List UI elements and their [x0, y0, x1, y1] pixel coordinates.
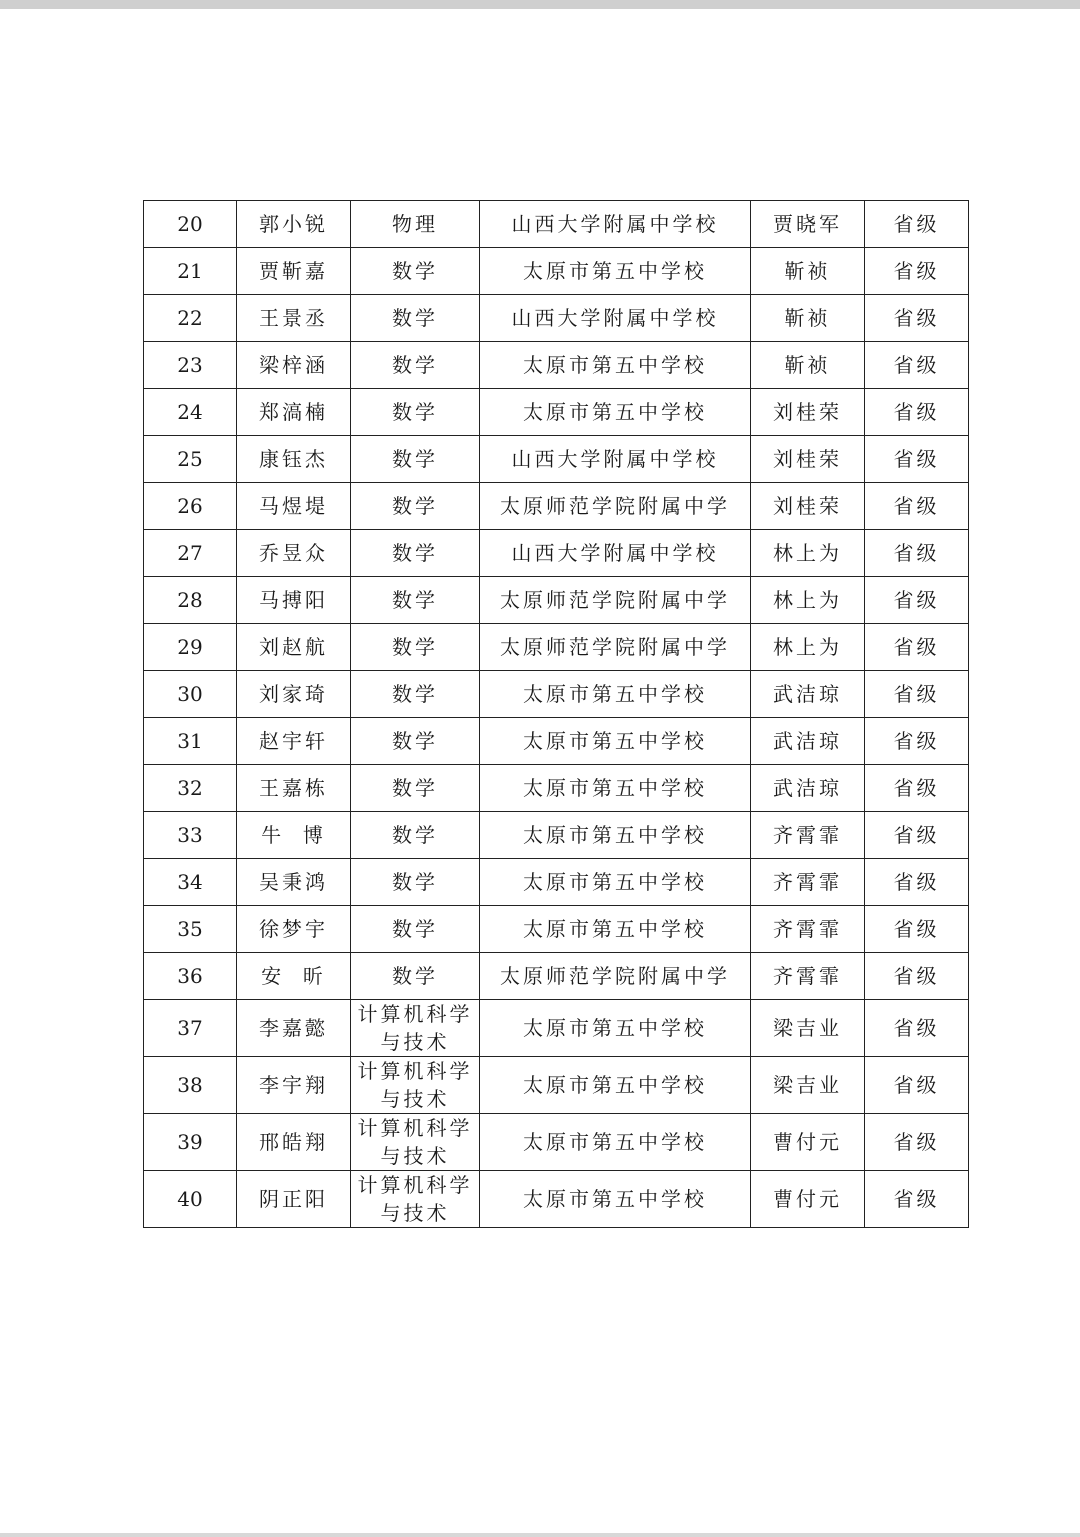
- table-row: [144, 812, 969, 859]
- student-name: 徐梦宇: [237, 906, 351, 953]
- top-edge-strip: [0, 0, 1080, 9]
- row-number: 31: [144, 718, 237, 765]
- row-number: 32: [144, 765, 237, 812]
- teacher-name: 贾晓军: [751, 201, 865, 248]
- award-level: 省级: [865, 906, 969, 953]
- student-name: 康钰杰: [237, 436, 351, 483]
- award-level: 省级: [865, 1057, 969, 1114]
- subject-text: 与技术: [380, 1144, 450, 1168]
- award-roster-table: [143, 200, 969, 1228]
- subject-cell: [351, 201, 480, 248]
- award-level: 省级: [865, 577, 969, 624]
- table-row: [144, 342, 969, 389]
- row-number: 28: [144, 577, 237, 624]
- table-row: [144, 624, 969, 671]
- subject-cell: [351, 624, 480, 671]
- row-number: 36: [144, 953, 237, 1000]
- teacher-name: 刘桂荣: [751, 436, 865, 483]
- subject-text: 数学: [392, 400, 438, 424]
- school-name: 太原市第五中学校: [480, 812, 751, 859]
- student-name: 郭小锐: [237, 201, 351, 248]
- table-row: [144, 295, 969, 342]
- subject-text: 数学: [392, 776, 438, 800]
- row-number: 30: [144, 671, 237, 718]
- row-number: 26: [144, 483, 237, 530]
- teacher-name: 武洁琼: [751, 765, 865, 812]
- school-name: 太原市第五中学校: [480, 1171, 751, 1228]
- subject-text: 数学: [392, 964, 438, 988]
- student-name: 赵宇轩: [237, 718, 351, 765]
- roster-body: [144, 201, 969, 1228]
- student-name: 刘赵航: [237, 624, 351, 671]
- row-number: 27: [144, 530, 237, 577]
- award-level: 省级: [865, 201, 969, 248]
- table-row: [144, 530, 969, 577]
- subject-text: 与技术: [380, 1201, 450, 1225]
- school-name: 太原市第五中学校: [480, 718, 751, 765]
- subject-cell: [351, 436, 480, 483]
- award-level: 省级: [865, 718, 969, 765]
- student-name: 刘家琦: [237, 671, 351, 718]
- school-name: 太原市第五中学校: [480, 906, 751, 953]
- school-name: 太原市第五中学校: [480, 389, 751, 436]
- teacher-name: 梁吉业: [751, 1000, 865, 1057]
- school-name: 太原市第五中学校: [480, 765, 751, 812]
- table-row: [144, 859, 969, 906]
- school-name: 太原市第五中学校: [480, 1000, 751, 1057]
- school-name: 太原师范学院附属中学: [480, 577, 751, 624]
- student-name: 邢皓翔: [237, 1114, 351, 1171]
- school-name: 太原市第五中学校: [480, 1057, 751, 1114]
- student-name: 马煜堤: [237, 483, 351, 530]
- teacher-name: 梁吉业: [751, 1057, 865, 1114]
- row-number: 34: [144, 859, 237, 906]
- award-level: 省级: [865, 859, 969, 906]
- table-row: [144, 483, 969, 530]
- teacher-name: 林上为: [751, 577, 865, 624]
- row-number: 29: [144, 624, 237, 671]
- student-name: 王景丞: [237, 295, 351, 342]
- subject-text: 数学: [392, 306, 438, 330]
- subject-text: 计算机科学: [357, 1002, 473, 1026]
- subject-cell: [351, 765, 480, 812]
- table-row: [144, 1057, 969, 1114]
- student-name: 梁梓涵: [237, 342, 351, 389]
- row-number: 20: [144, 201, 237, 248]
- award-level: 省级: [865, 342, 969, 389]
- subject-cell: [351, 1114, 480, 1171]
- subject-text: 与技术: [380, 1087, 450, 1111]
- student-name: 阴正阳: [237, 1171, 351, 1228]
- subject-text: 数学: [392, 541, 438, 565]
- subject-text: 数学: [392, 635, 438, 659]
- teacher-name: 靳祯: [751, 295, 865, 342]
- school-name: 太原市第五中学校: [480, 859, 751, 906]
- award-level: 省级: [865, 1171, 969, 1228]
- award-level: 省级: [865, 389, 969, 436]
- table-row: [144, 1114, 969, 1171]
- subject-cell: [351, 248, 480, 295]
- row-number: 22: [144, 295, 237, 342]
- teacher-name: 靳祯: [751, 248, 865, 295]
- school-name: 太原师范学院附属中学: [480, 624, 751, 671]
- teacher-name: 林上为: [751, 530, 865, 577]
- student-name: 马搏阳: [237, 577, 351, 624]
- student-name: 李宇翔: [237, 1057, 351, 1114]
- award-level: 省级: [865, 953, 969, 1000]
- bottom-edge-strip: [0, 1533, 1080, 1537]
- subject-cell: [351, 953, 480, 1000]
- subject-cell: [351, 859, 480, 906]
- subject-text: 计算机科学: [357, 1059, 473, 1083]
- row-number: 37: [144, 1000, 237, 1057]
- student-name: 李嘉懿: [237, 1000, 351, 1057]
- subject-text: 数学: [392, 588, 438, 612]
- subject-text: 数学: [392, 870, 438, 894]
- school-name: 太原市第五中学校: [480, 342, 751, 389]
- teacher-name: 靳祯: [751, 342, 865, 389]
- school-name: 太原师范学院附属中学: [480, 483, 751, 530]
- row-number: 25: [144, 436, 237, 483]
- table-row: [144, 1171, 969, 1228]
- table-row: [144, 201, 969, 248]
- subject-cell: [351, 812, 480, 859]
- teacher-name: 齐霄霏: [751, 812, 865, 859]
- table-row: [144, 389, 969, 436]
- school-name: 山西大学附属中学校: [480, 436, 751, 483]
- school-name: 山西大学附属中学校: [480, 530, 751, 577]
- row-number: 21: [144, 248, 237, 295]
- table-row: [144, 906, 969, 953]
- award-level: 省级: [865, 812, 969, 859]
- school-name: 太原市第五中学校: [480, 671, 751, 718]
- award-level: 省级: [865, 483, 969, 530]
- subject-cell: [351, 389, 480, 436]
- subject-cell: [351, 342, 480, 389]
- student-name: 贾靳嘉: [237, 248, 351, 295]
- subject-cell: [351, 577, 480, 624]
- row-number: 33: [144, 812, 237, 859]
- table-row: [144, 765, 969, 812]
- subject-cell: [351, 718, 480, 765]
- row-number: 39: [144, 1114, 237, 1171]
- teacher-name: 林上为: [751, 624, 865, 671]
- award-level: 省级: [865, 765, 969, 812]
- subject-text: 计算机科学: [357, 1116, 473, 1140]
- subject-text: 数学: [392, 682, 438, 706]
- teacher-name: 曹付元: [751, 1171, 865, 1228]
- row-number: 23: [144, 342, 237, 389]
- award-level: 省级: [865, 1114, 969, 1171]
- subject-text: 数学: [392, 259, 438, 283]
- school-name: 太原市第五中学校: [480, 248, 751, 295]
- table-row: [144, 1000, 969, 1057]
- award-level: 省级: [865, 671, 969, 718]
- subject-cell: [351, 1057, 480, 1114]
- teacher-name: 刘桂荣: [751, 389, 865, 436]
- student-name: 乔昱众: [237, 530, 351, 577]
- award-level: 省级: [865, 295, 969, 342]
- table-row: [144, 577, 969, 624]
- award-level: 省级: [865, 624, 969, 671]
- student-name: 安 昕: [237, 953, 351, 1000]
- school-name: 山西大学附属中学校: [480, 201, 751, 248]
- subject-text: 数学: [392, 494, 438, 518]
- student-name: 郑滈楠: [237, 389, 351, 436]
- subject-text: 数学: [392, 353, 438, 377]
- subject-text: 数学: [392, 917, 438, 941]
- school-name: 山西大学附属中学校: [480, 295, 751, 342]
- subject-cell: [351, 295, 480, 342]
- row-number: 38: [144, 1057, 237, 1114]
- teacher-name: 齐霄霏: [751, 906, 865, 953]
- school-name: 太原市第五中学校: [480, 1114, 751, 1171]
- table-row: [144, 953, 969, 1000]
- table-row: [144, 436, 969, 483]
- row-number: 35: [144, 906, 237, 953]
- award-level: 省级: [865, 248, 969, 295]
- teacher-name: 曹付元: [751, 1114, 865, 1171]
- teacher-name: 齐霄霏: [751, 859, 865, 906]
- subject-cell: [351, 1171, 480, 1228]
- subject-cell: [351, 530, 480, 577]
- subject-text: 物理: [392, 212, 438, 236]
- subject-text: 数学: [392, 447, 438, 471]
- row-number: 24: [144, 389, 237, 436]
- subject-text: 数学: [392, 823, 438, 847]
- teacher-name: 武洁琼: [751, 671, 865, 718]
- school-name: 太原师范学院附属中学: [480, 953, 751, 1000]
- student-name: 王嘉栋: [237, 765, 351, 812]
- student-name: 吴秉鸿: [237, 859, 351, 906]
- subject-text: 与技术: [380, 1030, 450, 1054]
- subject-cell: [351, 671, 480, 718]
- teacher-name: 齐霄霏: [751, 953, 865, 1000]
- award-level: 省级: [865, 436, 969, 483]
- row-number: 40: [144, 1171, 237, 1228]
- subject-text: 数学: [392, 729, 438, 753]
- table-row: [144, 718, 969, 765]
- student-name: 牛 博: [237, 812, 351, 859]
- table-row: [144, 248, 969, 295]
- subject-cell: [351, 906, 480, 953]
- subject-cell: [351, 1000, 480, 1057]
- table-row: [144, 671, 969, 718]
- teacher-name: 刘桂荣: [751, 483, 865, 530]
- award-level: 省级: [865, 1000, 969, 1057]
- subject-cell: [351, 483, 480, 530]
- award-level: 省级: [865, 530, 969, 577]
- teacher-name: 武洁琼: [751, 718, 865, 765]
- subject-text: 计算机科学: [357, 1173, 473, 1197]
